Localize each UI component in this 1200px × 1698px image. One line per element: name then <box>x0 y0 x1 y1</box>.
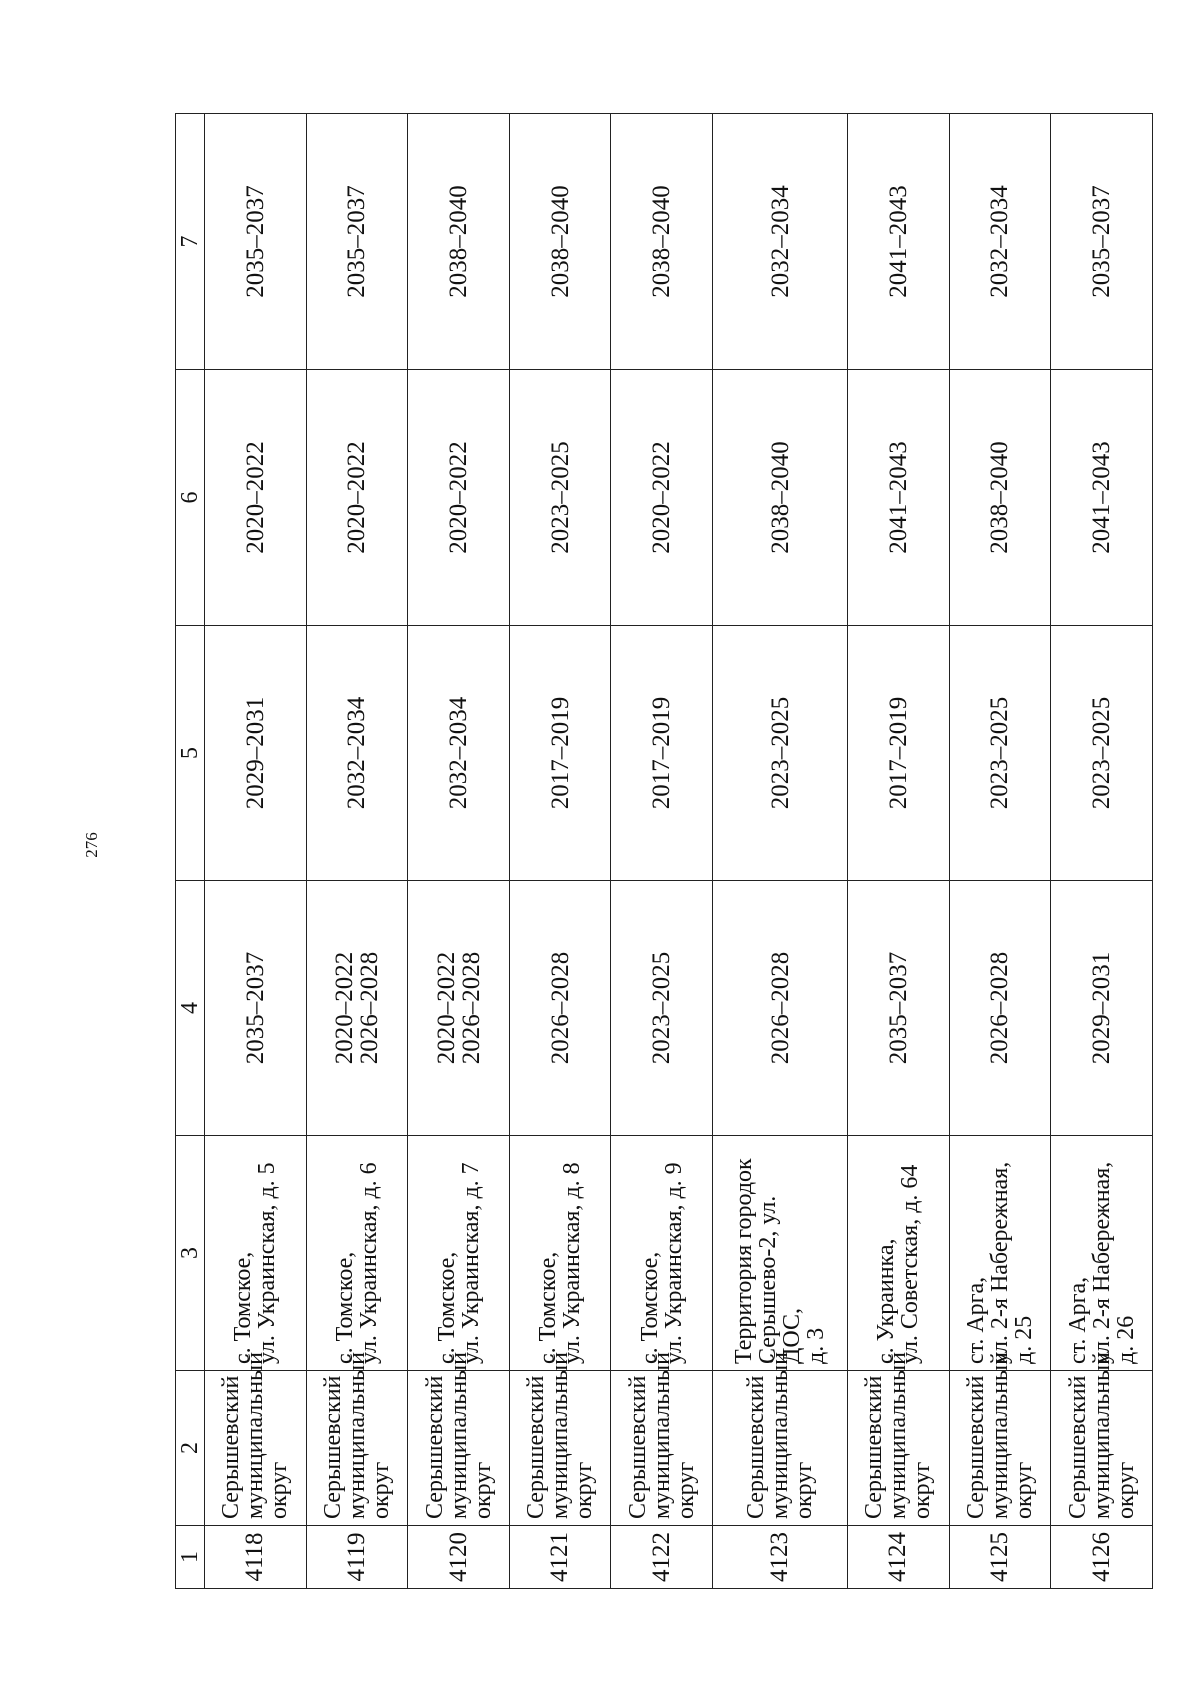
column-6-cell: 2038–2040 <box>949 370 1051 626</box>
address-line: с. Украинка, <box>873 1238 900 1364</box>
district-line: муниципальный <box>767 1351 794 1519</box>
column-7-cell: 2035–2037 <box>205 114 307 370</box>
address-line: ул. 2-я Набережная, <box>986 1161 1013 1364</box>
column-4-cell <box>949 881 1051 1136</box>
address-cell <box>1051 1136 1153 1371</box>
district-cell <box>848 1351 950 1526</box>
column-4-line: 2026–2028 <box>546 951 574 1065</box>
district-line: Серышевский <box>624 1375 651 1519</box>
district-cell <box>1051 1351 1153 1526</box>
district-line: Серышевский <box>861 1375 888 1519</box>
address-line: ул. Украинская, д. 5 <box>254 1162 281 1364</box>
column-6-cell: 2038–2040 <box>713 370 848 626</box>
address-line: ул. Украинская, д. 8 <box>559 1162 586 1364</box>
row-number-cell: 4120 <box>408 1526 510 1589</box>
row-number-cell: 4122 <box>611 1526 713 1589</box>
column-4-cell <box>306 881 408 1136</box>
address-line: д. 26 <box>1112 1315 1139 1364</box>
district-line: Серышевский <box>319 1375 346 1519</box>
district-line: Серышевский <box>421 1375 448 1519</box>
address-line: с. Томское, <box>535 1251 562 1364</box>
column-4-cell <box>611 881 713 1136</box>
table-row <box>306 114 408 1589</box>
row-number-cell: 4125 <box>949 1526 1051 1589</box>
address-line: ст. Арга, <box>962 1276 989 1364</box>
column-6-cell: 2023–2025 <box>509 370 611 626</box>
district-line: муниципальный <box>343 1351 370 1519</box>
address-line: ул. Украинская, д. 9 <box>660 1162 687 1364</box>
address-cell <box>713 1136 848 1371</box>
column-5-cell: 2032–2034 <box>306 626 408 881</box>
row-number-cell: 4123 <box>713 1526 848 1589</box>
column-4-line: 2035–2037 <box>884 951 912 1065</box>
district-line: муниципальный <box>885 1351 912 1519</box>
column-5-cell: 2023–2025 <box>1051 626 1153 881</box>
district-line: муниципальный <box>1088 1351 1115 1519</box>
column-7-cell: 2035–2037 <box>306 114 408 370</box>
column-header-6: 6 <box>176 370 205 626</box>
district-line: Серышевский <box>962 1375 989 1519</box>
district-line: Серышевский <box>1064 1375 1091 1519</box>
district-line: округ <box>909 1461 936 1519</box>
district-line: Серышевский <box>523 1375 550 1519</box>
column-4-line: 2020–2022 <box>330 951 358 1065</box>
district-line: округ <box>791 1461 818 1519</box>
column-7-cell: 2038–2040 <box>408 114 510 370</box>
column-7-cell: 2032–2034 <box>713 114 848 370</box>
column-7-cell: 2038–2040 <box>611 114 713 370</box>
column-5-cell: 2029–2031 <box>205 626 307 881</box>
row-number-cell: 4118 <box>205 1526 307 1589</box>
column-4-cell <box>205 881 307 1136</box>
table-row <box>611 114 713 1589</box>
table-row <box>949 114 1051 1589</box>
column-header-5: 5 <box>176 626 205 881</box>
district-line: Серышевский <box>743 1375 770 1519</box>
table-row <box>848 114 950 1589</box>
column-6-cell: 2020–2022 <box>205 370 307 626</box>
table-header <box>176 114 205 1589</box>
column-5-cell: 2017–2019 <box>848 626 950 881</box>
address-line: с. Томское, <box>433 1251 460 1364</box>
district-line: Серышевский <box>218 1375 245 1519</box>
column-5-cell: 2032–2034 <box>408 626 510 881</box>
address-line: с. Томское, <box>230 1251 257 1364</box>
address-cell <box>408 1136 510 1371</box>
address-line: с. Томское, <box>331 1251 358 1364</box>
column-5-cell: 2017–2019 <box>611 626 713 881</box>
address-line: Территория городок <box>731 1158 758 1364</box>
column-4-line: 2026–2028 <box>355 951 383 1065</box>
district-cell <box>205 1351 307 1526</box>
district-cell <box>408 1351 510 1526</box>
district-line: округ <box>1010 1461 1037 1519</box>
district-line: муниципальный <box>242 1351 269 1519</box>
address-line: д. 3 <box>803 1327 830 1364</box>
table-row <box>509 114 611 1589</box>
address-line: ул. Украинская, д. 6 <box>355 1162 382 1364</box>
column-4-line: 2026–2028 <box>986 951 1014 1065</box>
column-4-cell <box>408 881 510 1136</box>
column-7-cell: 2041–2043 <box>848 114 950 370</box>
address-line: ст. Арга, <box>1064 1276 1091 1364</box>
table-row <box>1051 114 1153 1589</box>
column-7-cell: 2038–2040 <box>509 114 611 370</box>
district-cell <box>611 1351 713 1526</box>
district-cell <box>509 1351 611 1526</box>
district-line: муниципальный <box>445 1351 472 1519</box>
district-line: округ <box>266 1461 293 1519</box>
district-line: округ <box>367 1461 394 1519</box>
header-row <box>176 114 205 1589</box>
table-row <box>408 114 510 1589</box>
address-line: ул. 2-я Набережная, <box>1088 1161 1115 1364</box>
schedule-table <box>175 113 1153 1589</box>
column-4-line: 2029–2031 <box>1088 951 1116 1065</box>
table-row <box>205 114 307 1589</box>
column-4-cell <box>848 881 950 1136</box>
address-cell <box>848 1136 950 1371</box>
district-line: округ <box>672 1461 699 1519</box>
column-6-cell: 2041–2043 <box>848 370 950 626</box>
district-cell <box>949 1351 1051 1526</box>
district-line: округ <box>1112 1461 1139 1519</box>
district-line: округ <box>571 1461 598 1519</box>
rotated-table-wrapper <box>175 114 1153 1589</box>
address-line: д. 25 <box>1010 1315 1037 1364</box>
district-line: муниципальный <box>986 1351 1013 1519</box>
address-cell <box>306 1136 408 1371</box>
column-6-cell: 2020–2022 <box>306 370 408 626</box>
district-line: муниципальный <box>648 1351 675 1519</box>
district-cell <box>713 1351 848 1526</box>
address-cell <box>509 1136 611 1371</box>
district-cell <box>306 1351 408 1526</box>
column-4-line: 2026–2028 <box>766 951 794 1065</box>
row-number-cell: 4126 <box>1051 1526 1153 1589</box>
column-7-cell: 2035–2037 <box>1051 114 1153 370</box>
column-5-cell: 2023–2025 <box>949 626 1051 881</box>
column-5-cell: 2023–2025 <box>713 626 848 881</box>
address-line: Серышево-2, ул. ДОС, <box>755 1195 806 1364</box>
row-number-cell: 4124 <box>848 1526 950 1589</box>
address-line: с. Томское, <box>636 1251 663 1364</box>
column-5-cell: 2017–2019 <box>509 626 611 881</box>
page-number: 276 <box>82 832 101 858</box>
column-4-line: 2020–2022 <box>432 951 460 1065</box>
table-body <box>205 114 1153 1589</box>
address-cell <box>611 1136 713 1371</box>
column-4-cell <box>1051 881 1153 1136</box>
district-line: округ <box>469 1461 496 1519</box>
column-header-3: 3 <box>176 1136 205 1371</box>
row-number-cell: 4119 <box>306 1526 408 1589</box>
district-line: муниципальный <box>547 1351 574 1519</box>
column-4-line: 2026–2028 <box>457 951 485 1065</box>
column-6-cell: 2041–2043 <box>1051 370 1153 626</box>
address-line: ул. Украинская, д. 7 <box>457 1162 484 1364</box>
column-6-cell: 2020–2022 <box>611 370 713 626</box>
column-4-line: 2035–2037 <box>241 951 269 1065</box>
column-4-cell <box>713 881 848 1136</box>
column-4-line: 2023–2025 <box>648 951 676 1065</box>
address-cell <box>205 1136 307 1371</box>
address-cell <box>949 1136 1051 1371</box>
column-header-4: 4 <box>176 881 205 1136</box>
address-line: ул. Советская, д. 64 <box>897 1164 924 1364</box>
column-header-1: 1 <box>176 1526 205 1589</box>
column-7-cell: 2032–2034 <box>949 114 1051 370</box>
table-row <box>713 114 848 1589</box>
column-header-7: 7 <box>176 114 205 370</box>
row-number-cell: 4121 <box>509 1526 611 1589</box>
column-header-2: 2 <box>176 1371 205 1526</box>
column-6-cell: 2020–2022 <box>408 370 510 626</box>
column-4-cell <box>509 881 611 1136</box>
